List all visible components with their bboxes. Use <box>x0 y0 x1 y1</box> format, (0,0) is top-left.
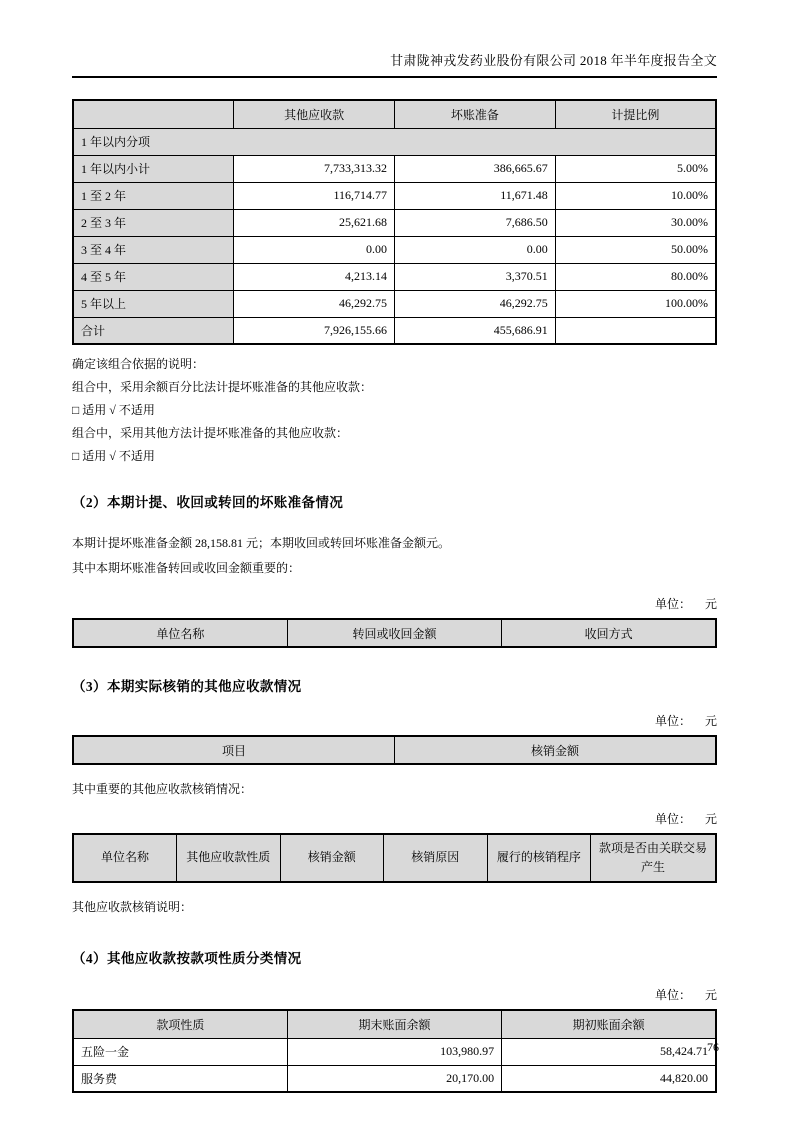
unit-label: 单位： <box>654 597 691 611</box>
unit-value: 元 <box>704 714 717 728</box>
row-label: 1 年以内小计 <box>73 155 234 182</box>
row-label: 服务费 <box>73 1065 287 1092</box>
row-value: 80.00% <box>555 263 716 290</box>
column-header: 其他应收款性质 <box>177 834 281 882</box>
writeoff-note: 其他应收款核销说明： <box>72 900 193 914</box>
aging-group-label: 1 年以内分项 <box>73 128 716 155</box>
row-value: 455,686.91 <box>395 317 556 344</box>
unit-value: 元 <box>704 988 717 1002</box>
unit-line-3 <box>72 810 717 827</box>
row-value: 20,170.00 <box>287 1065 501 1092</box>
section2-para1: 本期计提坏账准备金额 28,158.81 元；本期收回或转回坏账准备金额元。 <box>72 536 451 550</box>
row-value: 58,424.71 <box>502 1038 716 1065</box>
header-row <box>73 834 716 882</box>
aging-group-row <box>73 128 716 155</box>
row-value: 0.00 <box>234 236 395 263</box>
unit-line-4 <box>72 986 717 1003</box>
header-row <box>73 100 716 128</box>
column-header: 项目 <box>73 736 395 764</box>
recovery-table-header <box>73 619 716 647</box>
recovery-table <box>72 618 717 648</box>
column-header: 履行的核销程序 <box>487 834 591 882</box>
combination-notes <box>72 357 717 464</box>
row-value: 46,292.75 <box>234 290 395 317</box>
section2-para2: 其中本期坏账准备转回或收回金额重要的： <box>72 561 301 575</box>
important-writeoff-header <box>73 834 716 882</box>
unit-line-2 <box>72 712 717 729</box>
section4-heading: （4）其他应收款按款项性质分类情况 <box>72 951 302 966</box>
important-writeoff-table <box>72 833 717 883</box>
aging-table-body <box>73 155 716 344</box>
classification-table <box>72 1009 717 1093</box>
unit-value: 元 <box>704 812 717 826</box>
section2-heading: （2）本期计提、收回或转回的坏账准备情况 <box>72 495 344 510</box>
column-header: 单位名称 <box>73 834 177 882</box>
unit-label: 单位： <box>654 714 691 728</box>
table-row <box>73 236 716 263</box>
section3-heading: （3）本期实际核销的其他应收款情况 <box>72 679 302 694</box>
row-value: 7,733,313.32 <box>234 155 395 182</box>
row-value <box>555 317 716 344</box>
table-row <box>73 209 716 236</box>
row-label: 5 年以上 <box>73 290 234 317</box>
classification-header <box>73 1010 716 1038</box>
header-row <box>73 736 716 764</box>
column-header: 计提比例 <box>555 100 716 128</box>
column-header: 期末账面余额 <box>287 1010 501 1038</box>
column-header: 期初账面余额 <box>502 1010 716 1038</box>
column-header: 核销金额 <box>280 834 384 882</box>
row-value: 116,714.77 <box>234 182 395 209</box>
row-label: 2 至 3 年 <box>73 209 234 236</box>
row-value: 103,980.97 <box>287 1038 501 1065</box>
table-row <box>73 182 716 209</box>
column-header: 收回方式 <box>502 619 716 647</box>
table-row <box>73 1065 716 1092</box>
table-row <box>73 1038 716 1065</box>
page-number: 76 <box>707 1040 719 1054</box>
report-title: 甘肃陇神戎发药业股份有限公司 2018 年半年度报告全文 <box>390 53 717 68</box>
column-header: 核销金额 <box>395 736 717 764</box>
table-row <box>73 290 716 317</box>
row-value: 3,370.51 <box>395 263 556 290</box>
column-header: 坏账准备 <box>395 100 556 128</box>
row-value: 10.00% <box>555 182 716 209</box>
column-header: 其他应收款 <box>234 100 395 128</box>
row-value: 50.00% <box>555 236 716 263</box>
row-value: 100.00% <box>555 290 716 317</box>
row-value: 7,926,155.66 <box>234 317 395 344</box>
note-basis: 确定该组合依据的说明： <box>72 357 205 371</box>
table-row <box>73 155 716 182</box>
row-label: 五险一金 <box>73 1038 287 1065</box>
row-value: 44,820.00 <box>502 1065 716 1092</box>
writeoff-summary-table <box>72 735 717 765</box>
row-value: 46,292.75 <box>395 290 556 317</box>
aging-provision-table <box>72 99 717 345</box>
writeoff-summary-header <box>73 736 716 764</box>
note-percent-method: 组合中，采用余额百分比法计提坏账准备的其他应收款： <box>72 380 373 394</box>
section3-important-note: 其中重要的其他应收款核销情况： <box>72 782 253 796</box>
page-content <box>72 0 717 1093</box>
row-value: 4,213.14 <box>234 263 395 290</box>
row-label: 3 至 4 年 <box>73 236 234 263</box>
row-value: 386,665.67 <box>395 155 556 182</box>
classification-body <box>73 1038 716 1092</box>
aging-table-header <box>73 100 716 128</box>
unit-line-1 <box>72 595 717 612</box>
row-label: 4 至 5 年 <box>73 263 234 290</box>
column-header: 核销原因 <box>384 834 488 882</box>
row-label: 合计 <box>73 317 234 344</box>
column-header: 单位名称 <box>73 619 287 647</box>
note-applicable-1: □ 适用 √ 不适用 <box>72 403 155 417</box>
header-row <box>73 1010 716 1038</box>
column-header: 转回或收回金额 <box>287 619 501 647</box>
note-other-method: 组合中，采用其他方法计提坏账准备的其他应收款： <box>72 426 349 440</box>
unit-label: 单位： <box>654 812 691 826</box>
header-row <box>73 619 716 647</box>
note-applicable-2: □ 适用 √ 不适用 <box>72 449 155 463</box>
row-value: 25,621.68 <box>234 209 395 236</box>
row-label: 1 至 2 年 <box>73 182 234 209</box>
table-row <box>73 263 716 290</box>
column-header: 款项是否由关联交易产生 <box>591 834 716 882</box>
column-header <box>73 100 234 128</box>
table-row <box>73 317 716 344</box>
row-value: 5.00% <box>555 155 716 182</box>
row-value: 7,686.50 <box>395 209 556 236</box>
row-value: 30.00% <box>555 209 716 236</box>
column-header: 款项性质 <box>73 1010 287 1038</box>
row-value: 0.00 <box>395 236 556 263</box>
unit-value: 元 <box>704 597 717 611</box>
unit-label: 单位： <box>654 988 691 1002</box>
running-header <box>72 50 717 78</box>
row-value: 11,671.48 <box>395 182 556 209</box>
